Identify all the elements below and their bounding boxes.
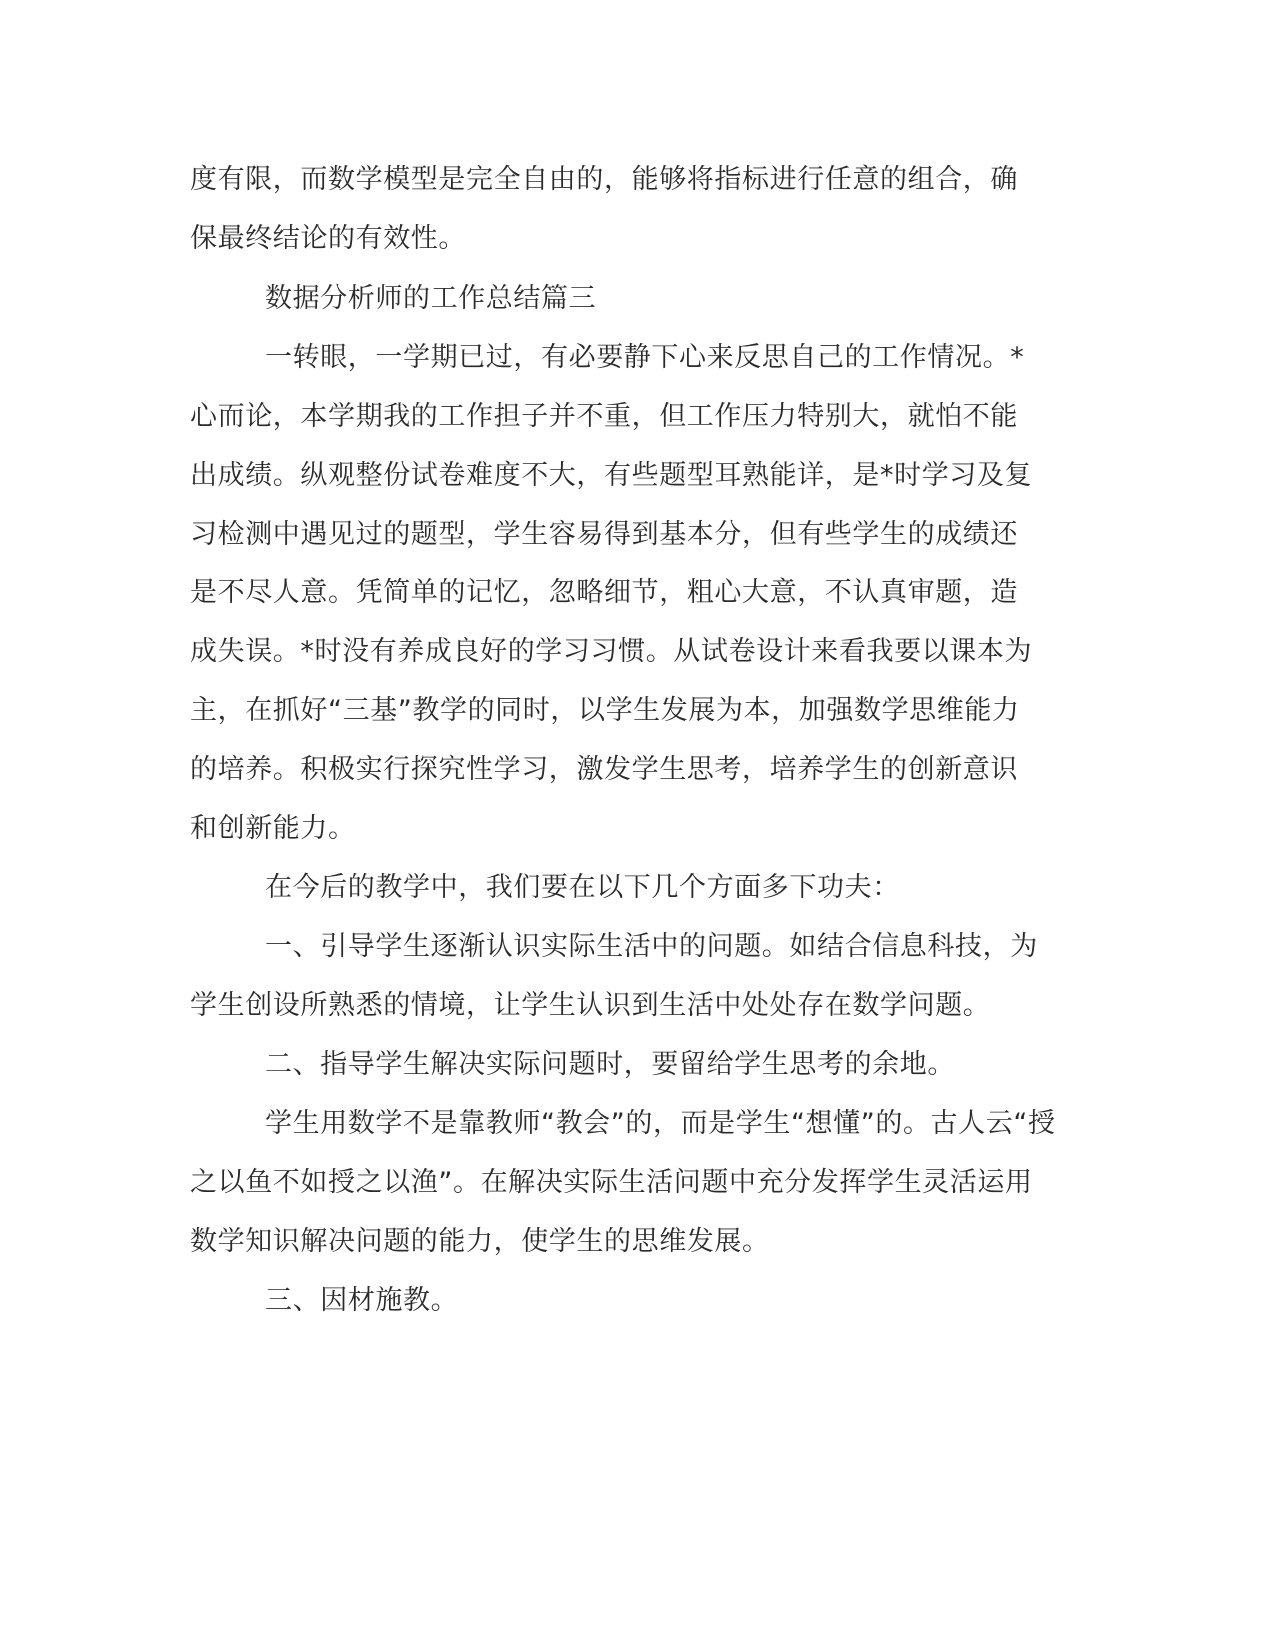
paragraph-line: 主，在抓好“三基”教学的同时，以学生发展为本，加强数学思维能力 (190, 695, 1020, 726)
paragraph-line: 的培养。积极实行探究性学习，激发学生思考，培养学生的创新意识 (190, 754, 1018, 785)
paragraph-line: 之以鱼不如授之以渔”。在解决实际生活问题中充分发挥学生灵活运用 (190, 1167, 1033, 1198)
paragraph-line: 和创新能力。 (190, 813, 356, 844)
paragraph-line: 度有限，而数学模型是完全自由的，能够将指标进行任意的组合，确 (190, 164, 1018, 195)
list-item-line: 二、指导学生解决实际问题时，要留给学生思考的余地。 (265, 1049, 955, 1080)
list-item-line: 学生创设所熟悉的情境，让学生认识到生活中处处存在数学问题。 (190, 990, 991, 1021)
section-title: 数据分析师的工作总结篇三 (265, 283, 597, 314)
paragraph-line: 保最终结论的有效性。 (190, 223, 466, 254)
paragraph-line: 心而论，本学期我的工作担子并不重，但工作压力特别大，就怕不能 (190, 401, 1018, 432)
paragraph-line: 出成绩。纵观整份试卷难度不大，有些题型耳熟能详，是*时学习及复 (190, 460, 1033, 491)
paragraph-line: 数学知识解决问题的能力，使学生的思维发展。 (190, 1226, 770, 1257)
list-item-line: 一、引导学生逐渐认识实际生活中的问题。如结合信息科技，为 (265, 931, 1038, 962)
paragraph-line: 成失误。*时没有养成良好的学习习惯。从试卷设计来看我要以课本为 (190, 636, 1033, 667)
paragraph-line: 在今后的教学中，我们要在以下几个方面多下功夫： (265, 872, 900, 903)
paragraph-line: 习检测中遇见过的题型，学生容易得到基本分，但有些学生的成绩还 (190, 519, 1018, 550)
paragraph-line: 是不尽人意。凭简单的记忆，忽略细节，粗心大意，不认真审题，造 (190, 577, 1018, 608)
paragraph-line: 学生用数学不是靠教师“教会”的，而是学生“想懂”的。古人云“授 (265, 1108, 1056, 1139)
list-item-line: 三、因材施教。 (265, 1285, 459, 1316)
paragraph-line: 一转眼，一学期已过，有必要静下心来反思自己的工作情况。* (265, 342, 1025, 373)
